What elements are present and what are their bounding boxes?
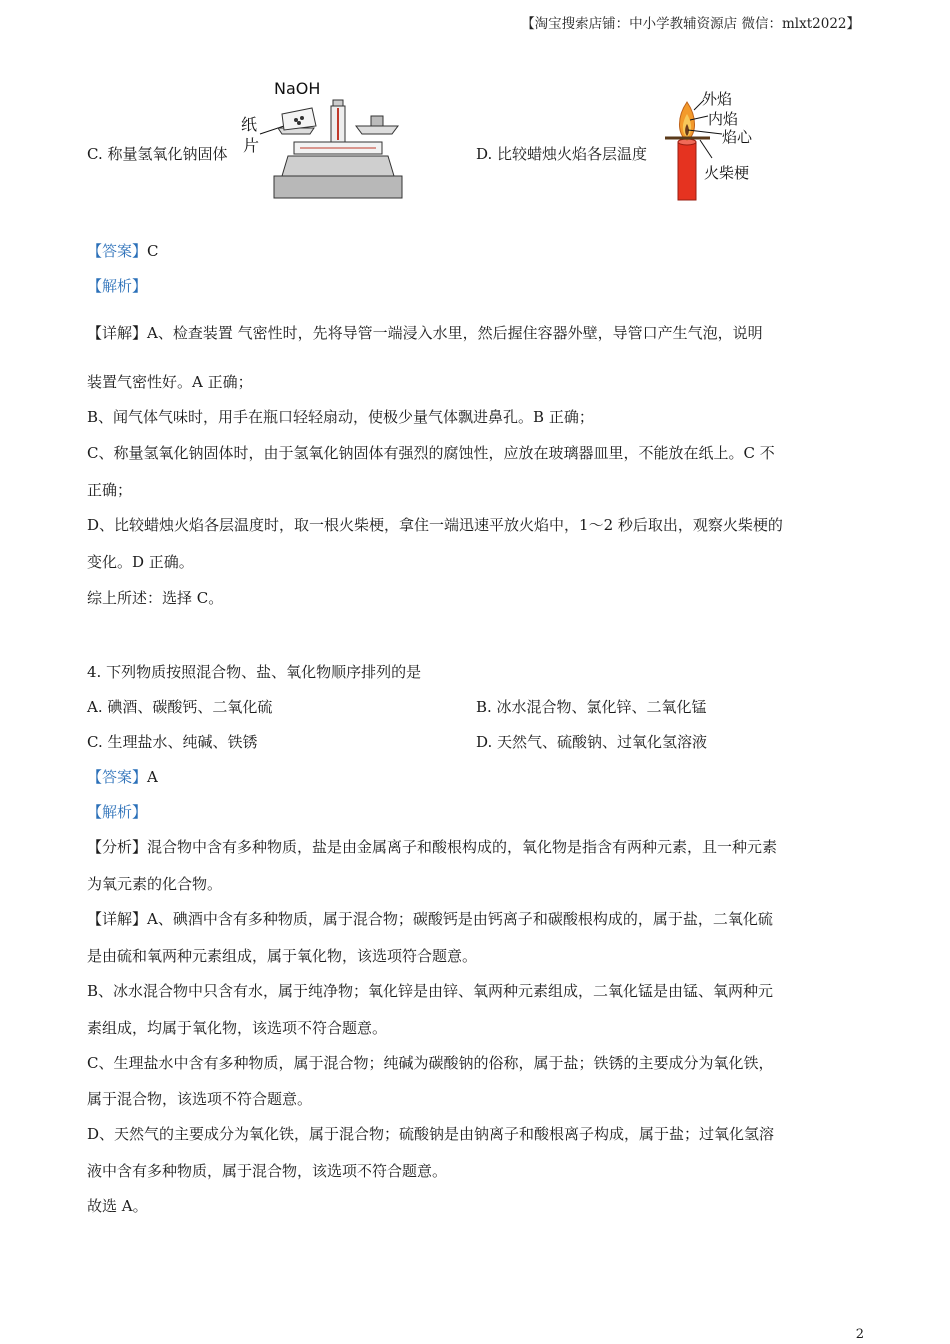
q4-detail-d2: 液中含有多种物质，属于混合物，该选项不符合题意。 xyxy=(87,1162,448,1180)
q3-detail-c1: C、称量氢氧化钠固体时，由于氢氧化钠固体有强烈的腐蚀性，应放在玻璃器皿里，不能放在纸上。C 不 xyxy=(87,444,775,462)
q3-detail-d1: D、比较蜡烛火焰各层温度时，取一根火柴梗，拿住一端迅速平放火焰中，1～2 秒后取出，观察火柴梗的 xyxy=(87,516,783,534)
q4-detail-a1: 【详解】A、碘酒中含有多种物质，属于混合物；碳酸钙是由钙离子和碳酸根构成的，属于盐，二氧化硫 xyxy=(87,910,773,928)
q3-answer: 【答案】C xyxy=(87,242,159,260)
q3-detail-d2: 变化。D 正确。 xyxy=(87,553,194,571)
page-header: 【淘宝搜索店铺：中小学教辅资源店 微信：mlxt2022】 xyxy=(521,16,860,32)
paper-label-1: 纸 xyxy=(241,115,258,134)
q4-detail-d1: D、天然气的主要成分为氧化铁，属于混合物；硫酸钠是由钠离子和酸根离子构成，属于盐；过氧化氢溶 xyxy=(87,1125,775,1143)
q4-fenxi1: 【分析】混合物中含有多种物质，盐是由金属离子和酸根构成的，氧化物是指含有两种元素，且一种元素 xyxy=(87,838,778,856)
option-c-label: C. 称量氢氧化钠固体 xyxy=(87,145,228,163)
q4-detail-b1: B、冰水混合物中只含有水，属于纯净物；氧化锌是由锌、氧两种元素组成，二氧化锰是由锰、氧两种元 xyxy=(87,982,774,1000)
q4-option-d: D. 天然气、硫酸钠、过氧化氢溶液 xyxy=(476,733,708,751)
balance-diagram xyxy=(238,76,413,204)
flame-core-label: 焰心 xyxy=(722,128,753,146)
q3-summary: 综上所述：选择 C。 xyxy=(87,589,224,607)
q4-analysis-tag: 【解析】 xyxy=(87,803,148,821)
q4-detail-c2: 属于混合物，该选项不符合题意。 xyxy=(87,1090,313,1108)
match-stick-label: 火柴梗 xyxy=(704,164,750,182)
q3-analysis-tag: 【解析】 xyxy=(87,277,148,295)
q3-detail-c2: 正确； xyxy=(87,481,133,499)
q3-detail-a2: 装置气密性好。A 正确； xyxy=(87,373,253,391)
inner-flame-label: 内焰 xyxy=(708,110,739,128)
q4-option-c: C. 生理盐水、纯碱、铁锈 xyxy=(87,733,258,751)
q4-detail-b2: 素组成，均属于氧化物，该选项不符合题意。 xyxy=(87,1019,388,1037)
option-d-label: D. 比较蜡烛火焰各层温度 xyxy=(476,145,648,163)
q4-option-a: A. 碘酒、碳酸钙、二氧化硫 xyxy=(87,698,273,716)
outer-flame-label: 外焰 xyxy=(702,90,733,108)
q3-detail-a1: 【详解】A、检查装置 气密性时，先将导管一端浸入水里，然后握住容器外壁，导管口产生气泡，说明 xyxy=(87,324,763,342)
naoh-label: NaOH xyxy=(274,79,321,98)
q4-detail-c1: C、生理盐水中含有多种物质，属于混合物；纯碱为碳酸钠的俗称，属于盐；铁锈的主要成分为氧化铁， xyxy=(87,1054,774,1072)
q4-option-b: B. 冰水混合物、氯化锌、二氧化锰 xyxy=(476,698,707,716)
q4-answer: 【答案】A xyxy=(87,768,158,786)
q3-detail-b: B、闻气体气味时，用手在瓶口轻轻扇动，使极少量气体飘进鼻孔。B 正确； xyxy=(87,408,594,426)
q4-stem: 4. 下列物质按照混合物、盐、氧化物顺序排列的是 xyxy=(87,663,422,681)
page-number: 2 xyxy=(855,1327,864,1342)
paper-label-2: 片 xyxy=(243,136,260,155)
q4-detail-a2: 是由硫和氧两种元素组成，属于氧化物，该选项符合题意。 xyxy=(87,947,478,965)
candle-diagram xyxy=(660,86,770,204)
q4-conclusion: 故选 A。 xyxy=(87,1197,148,1215)
q4-fenxi2: 为氧元素的化合物。 xyxy=(87,875,223,893)
